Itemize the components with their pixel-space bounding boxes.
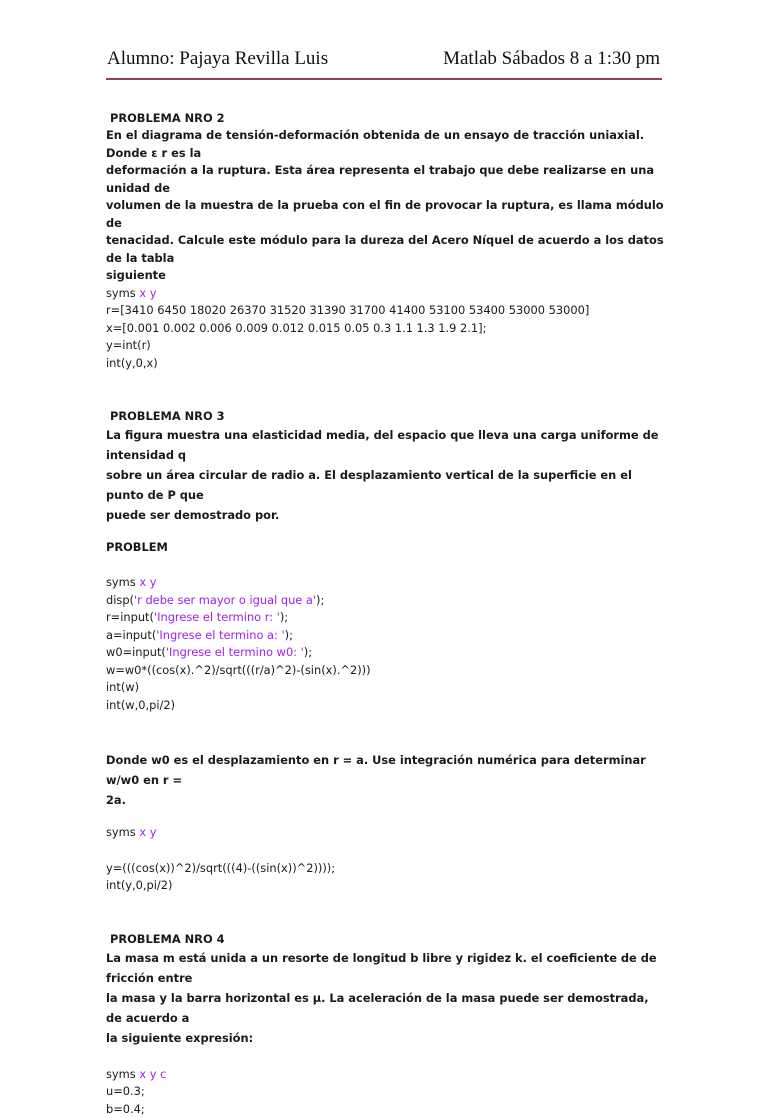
text-line: En el diagrama de tensión-deformación obtenida de un ensayo de tracción uniaxial. Donde ε r es la: [106, 127, 666, 162]
code-keyword: syms: [106, 1067, 139, 1081]
text-line: tenacidad. Calcule este módulo para la dureza del Acero Níquel de acuerdo a los datos de la tabla: [106, 232, 666, 267]
code-line: y=(((cos(x))^2)/sqrt(((4)-((sin(x))^2))));: [106, 860, 666, 878]
code-line: [106, 574, 666, 592]
code-line: x=[0.001 0.002 0.006 0.009 0.012 0.015 0.05 0.3 1.1 1.3 1.9 2.1];: [106, 320, 666, 338]
text-line: la masa y la barra horizontal es μ. La aceleración de la masa puede ser demostrada, de acuerdo a: [106, 988, 666, 1028]
problem-3-code: [106, 574, 666, 714]
code-line: int(y,0,pi/2): [106, 877, 666, 895]
code-line: [106, 627, 666, 645]
code-line: int(w): [106, 679, 666, 697]
code-text: w0=input(: [106, 645, 166, 659]
text-line: Donde w0 es el desplazamiento en r = a. Use integración numérica para determinar w/w0 en r =: [106, 750, 666, 790]
code-string: 'Ingrese el termino a: ': [156, 628, 284, 642]
code-vars: x y: [139, 825, 156, 839]
problem-4-title: PROBLEMA NRO 4: [106, 931, 666, 948]
code-string: 'Ingrese el termino w0: ': [166, 645, 304, 659]
problem-3-statement: [106, 425, 666, 525]
page-header: [107, 48, 660, 74]
code-line: r=[3410 6450 18020 26370 31520 31390 31700 41400 53100 53400 53000 53000]: [106, 302, 666, 320]
code-line: int(y,0,x): [106, 355, 666, 373]
document-body: [106, 110, 666, 1118]
problem-2-title: PROBLEMA NRO 2: [106, 110, 666, 127]
code-string: 'Ingrese el termino r: ': [154, 610, 280, 624]
text-line: La masa m está unida a un resorte de longitud b libre y rigidez k. el coeficiente de de fricción entre: [106, 948, 666, 988]
code-line: int(w,0,pi/2): [106, 697, 666, 715]
code-line: [106, 1066, 666, 1084]
code-line: [106, 644, 666, 662]
problem-4-code: [106, 1066, 666, 1118]
code-string: 'r debe ser mayor o igual que a': [134, 593, 316, 607]
text-line: 2a.: [106, 790, 666, 810]
code-text: );: [316, 593, 324, 607]
text-line: puede ser demostrado por.: [106, 505, 666, 525]
student-name: Alumno: Pajaya Revilla Luis: [107, 48, 328, 70]
header-rule: [106, 78, 662, 80]
code-line: [106, 592, 666, 610]
code-line: u=0.3;: [106, 1083, 666, 1101]
text-line: deformación a la ruptura. Esta área representa el trabajo que debe realizarse en una unidad de: [106, 162, 666, 197]
code-line: b=0.4;: [106, 1101, 666, 1118]
code-text: );: [285, 628, 293, 642]
code-keyword: syms: [106, 825, 139, 839]
code-vars: x y c: [139, 1067, 166, 1081]
text-line: sobre un área circular de radio a. El desplazamiento vertical de la superficie en el punto de P que: [106, 465, 666, 505]
problem-label: PROBLEM: [106, 539, 666, 556]
code-text: );: [304, 645, 312, 659]
problem-3-followup: [106, 750, 666, 810]
code-vars: x y: [139, 286, 156, 300]
code-keyword: syms: [106, 286, 139, 300]
code-line: [106, 824, 666, 842]
problem-3-title: PROBLEMA NRO 3: [106, 408, 666, 425]
code-text: );: [280, 610, 288, 624]
code-keyword: syms: [106, 575, 139, 589]
course-schedule: Matlab Sábados 8 a 1:30 pm: [443, 48, 660, 70]
code-text: a=input(: [106, 628, 156, 642]
text-line: la siguiente expresión:: [106, 1028, 666, 1048]
problem-2-code: [106, 285, 666, 373]
code-line: [106, 609, 666, 627]
code-text: disp(: [106, 593, 134, 607]
text-line: volumen de la muestra de la prueba con el fin de provocar la ruptura, es llama módulo de: [106, 197, 666, 232]
code-line: y=int(r): [106, 337, 666, 355]
code-line: w=w0*((cos(x).^2)/sqrt(((r/a)^2)-(sin(x).^2))): [106, 662, 666, 680]
problem-2-statement: [106, 127, 666, 285]
problem-3-code-2: [106, 824, 666, 895]
text-line: siguiente: [106, 267, 666, 285]
problem-4-statement: [106, 948, 666, 1048]
code-text: r=input(: [106, 610, 154, 624]
text-line: La figura muestra una elasticidad media, del espacio que lleva una carga uniforme de intensidad q: [106, 425, 666, 465]
code-vars: x y: [139, 575, 156, 589]
code-line: [106, 285, 666, 303]
